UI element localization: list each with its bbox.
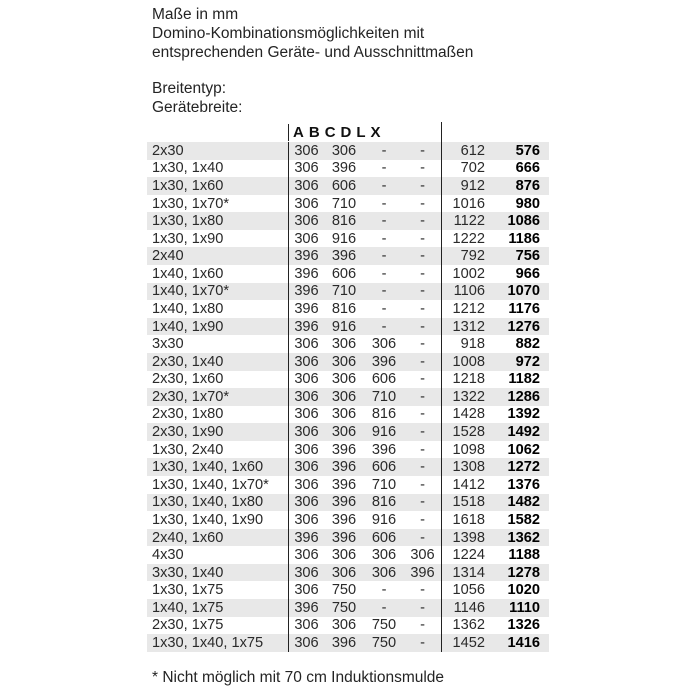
- col-a-value: 306: [288, 494, 324, 512]
- combination-label: 1x40, 1x70*: [152, 283, 230, 300]
- col-c-value: -: [381, 318, 387, 335]
- table-row: [147, 247, 549, 265]
- cutout-value: 666: [515, 160, 540, 177]
- cutout-value: 1272: [507, 459, 540, 476]
- col-d-value: -: [420, 318, 425, 335]
- col-a-value: 306: [288, 423, 324, 441]
- cutout-value: 972: [515, 353, 540, 370]
- col-b-value: 816: [331, 213, 357, 230]
- col-d-value: -: [420, 353, 425, 370]
- combination-label: 1x40, 1x60: [152, 265, 224, 282]
- col-c-value: -: [381, 582, 387, 599]
- combination-label: 1x30, 1x40, 1x80: [152, 494, 264, 511]
- col-c-value: 606: [371, 371, 397, 388]
- col-b-value: 306: [331, 142, 357, 159]
- cutout-value: 1392: [507, 406, 540, 423]
- col-d-value: -: [420, 634, 425, 651]
- combination-label: 2x30, 1x40: [152, 353, 224, 370]
- table-header-row: [147, 122, 549, 142]
- combination-label: 1x30, 1x40, 1x60: [152, 459, 264, 476]
- col-c-value: 916: [371, 424, 397, 441]
- col-c-value: 396: [371, 353, 397, 370]
- col-c-value: 306: [371, 336, 397, 353]
- intro-line-2: Domino-Kombinationsmöglichkeiten mit: [152, 25, 425, 42]
- col-a-value: 306: [288, 142, 324, 160]
- col-b-value: 916: [331, 318, 357, 335]
- combination-label: 1x30, 1x80: [152, 213, 224, 230]
- col-d-value: 306: [410, 547, 435, 564]
- column-letters: [288, 124, 441, 141]
- col-a-value: 306: [288, 335, 324, 353]
- table-row: [147, 617, 549, 635]
- length-value: 1212: [441, 300, 489, 318]
- col-a-value: 396: [288, 300, 324, 318]
- table-row: [147, 494, 549, 512]
- cutout-value: 1188: [508, 547, 540, 564]
- combination-label: 1x40, 1x90: [152, 318, 224, 335]
- col-d-value: -: [420, 529, 425, 546]
- combination-label: 1x30, 1x60: [152, 177, 224, 194]
- table-row: [147, 230, 549, 248]
- col-a-value: 306: [288, 353, 324, 371]
- table-row: [147, 177, 549, 195]
- table-row: [147, 458, 549, 476]
- col-b-value: 710: [331, 283, 357, 300]
- col-c-value: -: [381, 195, 387, 212]
- cutout-value: 1276: [507, 318, 540, 335]
- table-row: [147, 371, 549, 389]
- cutout-value: 1176: [508, 300, 540, 317]
- col-a-value: 396: [288, 529, 324, 547]
- length-value: 792: [441, 247, 489, 265]
- col-letter-d: D: [340, 123, 352, 141]
- col-a-value: 306: [288, 160, 324, 178]
- length-value: 1056: [441, 581, 489, 599]
- col-b-value: 396: [331, 634, 357, 651]
- col-b-value: 816: [331, 300, 357, 317]
- length-value: 1218: [441, 371, 489, 389]
- col-b-value: 306: [331, 617, 357, 634]
- cutout-value: 876: [515, 177, 540, 194]
- col-c-value: -: [381, 142, 387, 159]
- combination-label: 2x30, 1x60: [152, 371, 224, 388]
- col-b-value: 396: [331, 511, 357, 528]
- col-c-value: -: [381, 213, 387, 230]
- col-d-value: -: [420, 336, 425, 353]
- col-b-value: 750: [331, 599, 357, 616]
- length-value: 1428: [441, 406, 489, 424]
- table-row: [147, 599, 549, 617]
- col-c-value: -: [381, 300, 387, 317]
- cutout-value: 1286: [507, 388, 540, 405]
- col-d-value: -: [420, 160, 425, 177]
- col-c-value: 816: [371, 494, 397, 511]
- intro-line-3: entsprechenden Geräte- und Ausschnittmaßen: [152, 44, 474, 61]
- combination-label: 1x40, 1x80: [152, 300, 224, 317]
- cutout-value: 1376: [507, 476, 540, 493]
- col-b-value: 606: [331, 177, 357, 194]
- length-value: 912: [441, 177, 489, 195]
- col-a-value: 396: [288, 265, 324, 283]
- col-a-value: 306: [288, 546, 324, 564]
- length-value: 1002: [441, 265, 489, 283]
- length-value: 1452: [441, 634, 489, 652]
- table-row: [147, 265, 549, 283]
- col-b-value: 396: [331, 494, 357, 511]
- table-row: [147, 406, 549, 424]
- col-c-value: 710: [371, 388, 397, 405]
- col-c-value: 750: [371, 617, 397, 634]
- col-b-value: 306: [331, 406, 357, 423]
- col-d-value: -: [420, 388, 425, 405]
- cutout-value: 1482: [507, 494, 540, 511]
- col-b-value: 306: [331, 371, 357, 388]
- type-labels: [152, 79, 242, 117]
- combination-label: 2x30, 1x75: [152, 617, 224, 634]
- col-a-value: 306: [288, 371, 324, 389]
- length-value: 1528: [441, 423, 489, 441]
- cutout-value: 756: [515, 248, 540, 265]
- cutout-value: 1326: [507, 617, 540, 634]
- combination-label: 1x30, 1x75: [152, 582, 224, 599]
- table-row: [147, 318, 549, 336]
- col-letter-a: A: [293, 123, 304, 141]
- combination-label: 3x30, 1x40: [152, 564, 224, 581]
- col-letter-l: L: [356, 123, 366, 141]
- col-d-value: -: [420, 511, 425, 528]
- length-value: 1222: [441, 230, 489, 248]
- combination-label: 1x30, 1x70*: [152, 195, 230, 212]
- cutout-value: 1110: [509, 599, 540, 616]
- col-a-value: 306: [288, 441, 324, 459]
- cutout-value: 1070: [507, 283, 540, 300]
- col-d-value: -: [420, 441, 425, 458]
- table-row: [147, 335, 549, 353]
- col-c-value: 816: [371, 406, 397, 423]
- length-value: 1224: [441, 546, 489, 564]
- col-d-value: -: [420, 582, 425, 599]
- length-value: 1122: [441, 212, 489, 230]
- table-row: [147, 142, 549, 160]
- length-value: 1146: [441, 599, 489, 617]
- col-d-value: -: [420, 406, 425, 423]
- col-c-value: -: [381, 599, 387, 616]
- col-d-value: -: [420, 300, 425, 317]
- combination-label: 2x30: [152, 142, 184, 159]
- cutout-value: 576: [515, 142, 540, 159]
- col-a-value: 306: [288, 617, 324, 635]
- col-a-value: 306: [288, 476, 324, 494]
- col-c-value: 606: [371, 459, 397, 476]
- col-b-value: 396: [331, 248, 357, 265]
- length-value: 1412: [441, 476, 489, 494]
- table-row: [147, 160, 549, 178]
- table-row: [147, 300, 549, 318]
- col-b-value: 916: [331, 230, 357, 247]
- col-letter-c: C: [324, 123, 336, 141]
- table-row: [147, 564, 549, 582]
- cutout-value: 882: [515, 336, 540, 353]
- cutout-value: 1062: [507, 441, 540, 458]
- combination-label: 2x30, 1x80: [152, 406, 224, 423]
- col-letter-b: B: [308, 123, 320, 141]
- col-b-value: 306: [331, 547, 357, 564]
- col-c-value: -: [381, 177, 387, 194]
- col-a-value: 306: [288, 230, 324, 248]
- cutout-value: 1182: [508, 371, 540, 388]
- col-b-value: 396: [331, 459, 357, 476]
- table-row: [147, 581, 549, 599]
- table-row: [147, 195, 549, 213]
- col-c-value: 710: [371, 476, 397, 493]
- cutout-value: 1362: [507, 529, 540, 546]
- col-d-value: -: [420, 177, 425, 194]
- table-row: [147, 423, 549, 441]
- cutout-value: 980: [515, 195, 540, 212]
- length-value: 1322: [441, 388, 489, 406]
- col-d-value: -: [420, 476, 425, 493]
- length-value: 1398: [441, 529, 489, 547]
- col-a-value: 306: [288, 177, 324, 195]
- col-d-value: 396: [410, 564, 435, 581]
- col-b-value: 306: [331, 353, 357, 370]
- col-a-value: 396: [288, 283, 324, 301]
- col-c-value: 750: [371, 634, 397, 651]
- cutout-value: 1278: [507, 564, 540, 581]
- combination-label: 1x30, 1x40: [152, 160, 224, 177]
- footnote: * Nicht möglich mit 70 cm Induktionsmulde: [152, 669, 445, 686]
- col-a-value: 306: [288, 511, 324, 529]
- col-d-value: -: [420, 371, 425, 388]
- table-row: [147, 388, 549, 406]
- col-d-value: -: [420, 617, 425, 634]
- col-b-value: 396: [331, 529, 357, 546]
- col-b-value: 396: [331, 160, 357, 177]
- cutout-value: 1086: [507, 213, 540, 230]
- length-value: 702: [441, 160, 489, 178]
- col-d-value: -: [420, 265, 425, 282]
- table-body: [147, 142, 549, 652]
- table-row: [147, 529, 549, 547]
- header-length-spacer: [441, 122, 489, 142]
- col-d-value: -: [420, 599, 425, 616]
- table-row: [147, 634, 549, 652]
- length-value: 1312: [441, 318, 489, 336]
- header-label-spacer: [147, 122, 288, 142]
- col-c-value: -: [381, 283, 387, 300]
- col-b-value: 396: [331, 476, 357, 493]
- col-b-value: 306: [331, 388, 357, 405]
- col-d-value: -: [420, 494, 425, 511]
- col-b-value: 306: [331, 424, 357, 441]
- col-b-value: 306: [331, 564, 357, 581]
- col-c-value: 396: [371, 441, 397, 458]
- col-a-value: 306: [288, 564, 324, 582]
- col-b-value: 606: [331, 265, 357, 282]
- col-d-value: -: [420, 424, 425, 441]
- cutout-value: 1492: [507, 424, 540, 441]
- col-c-value: -: [381, 265, 387, 282]
- col-d-value: -: [420, 230, 425, 247]
- combination-label: 2x40: [152, 248, 184, 265]
- length-value: 1314: [441, 564, 489, 582]
- col-a-value: 306: [288, 634, 324, 652]
- table-row: [147, 441, 549, 459]
- col-a-value: 396: [288, 318, 324, 336]
- col-a-value: 306: [288, 458, 324, 476]
- col-d-value: -: [420, 213, 425, 230]
- units-note: Maße in mm: [152, 6, 239, 23]
- col-d-value: -: [420, 142, 425, 159]
- table-row: [147, 212, 549, 230]
- col-a-value: 396: [288, 599, 324, 617]
- length-value: 1362: [441, 617, 489, 635]
- col-b-value: 306: [331, 336, 357, 353]
- dimensions-table: [147, 122, 549, 652]
- col-a-value: 396: [288, 247, 324, 265]
- cutout-value: 1416: [507, 634, 540, 651]
- col-a-value: 306: [288, 195, 324, 213]
- col-a-value: 306: [288, 406, 324, 424]
- combination-label: 2x30, 1x70*: [152, 388, 230, 405]
- col-b-value: 750: [331, 582, 357, 599]
- combination-label: 1x40, 1x75: [152, 599, 224, 616]
- table-row: [147, 353, 549, 371]
- cutout-value: 1582: [507, 511, 540, 528]
- table-row: [147, 511, 549, 529]
- breitentyp-label: Breitentyp:: [152, 80, 227, 97]
- cutout-value: 966: [515, 265, 540, 282]
- combination-label: 1x30, 1x90: [152, 230, 224, 247]
- col-b-value: 710: [331, 195, 357, 212]
- length-value: 1008: [441, 353, 489, 371]
- col-c-value: 916: [371, 511, 397, 528]
- table-row: [147, 476, 549, 494]
- col-c-value: -: [381, 230, 387, 247]
- table-row: [147, 546, 549, 564]
- cutout-value: 1020: [507, 582, 540, 599]
- length-value: 612: [441, 142, 489, 160]
- col-c-value: 306: [371, 564, 397, 581]
- length-value: 918: [441, 335, 489, 353]
- geraetebreite-label: Gerätebreite:: [152, 99, 243, 116]
- col-d-value: -: [420, 459, 425, 476]
- length-value: 1518: [441, 494, 489, 512]
- length-value: 1098: [441, 441, 489, 459]
- col-letter-x: X: [370, 123, 381, 141]
- col-b-value: 396: [331, 441, 357, 458]
- combination-label: 2x40, 1x60: [152, 529, 224, 546]
- col-d-value: -: [420, 248, 425, 265]
- cutout-value: 1186: [508, 230, 540, 247]
- col-c-value: -: [381, 248, 387, 265]
- combination-label: 4x30: [152, 547, 184, 564]
- col-d-value: -: [420, 195, 425, 212]
- combination-label: 3x30: [152, 336, 184, 353]
- length-value: 1618: [441, 511, 489, 529]
- table-row: [147, 283, 549, 301]
- col-c-value: 606: [371, 529, 397, 546]
- combination-label: 1x30, 2x40: [152, 441, 224, 458]
- length-value: 1308: [441, 458, 489, 476]
- combination-label: 2x30, 1x90: [152, 424, 224, 441]
- col-a-value: 306: [288, 581, 324, 599]
- combination-label: 1x30, 1x40, 1x90: [152, 511, 264, 528]
- col-c-value: -: [381, 160, 387, 177]
- col-a-value: 306: [288, 388, 324, 406]
- col-c-value: 306: [371, 547, 397, 564]
- col-a-value: 306: [288, 212, 324, 230]
- combination-label: 1x30, 1x40, 1x70*: [152, 476, 269, 493]
- col-d-value: -: [420, 283, 425, 300]
- length-value: 1106: [441, 283, 489, 301]
- intro-text: [152, 5, 473, 62]
- combination-label: 1x30, 1x40, 1x75: [152, 634, 264, 651]
- length-value: 1016: [441, 195, 489, 213]
